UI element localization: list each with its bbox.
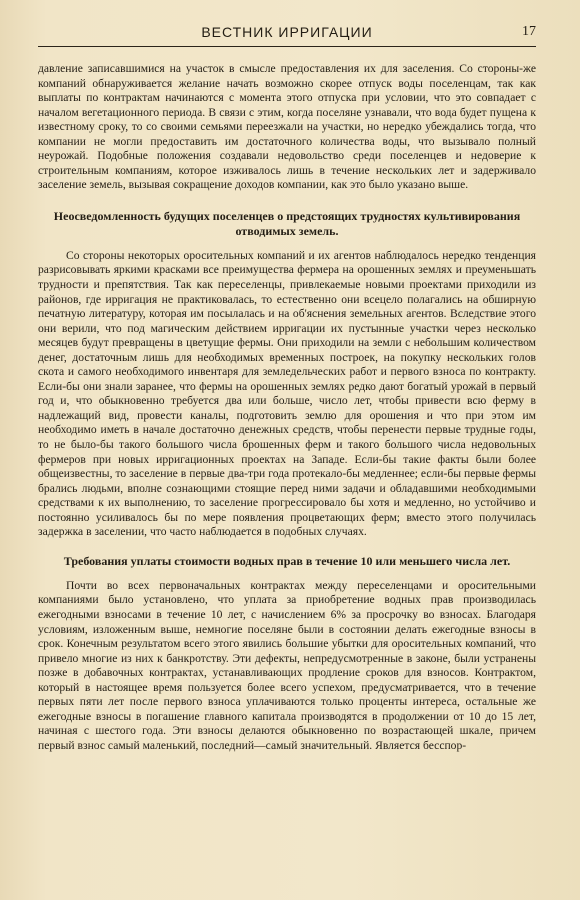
page-header xyxy=(38,22,536,47)
page-number: 17 xyxy=(522,24,536,39)
page-content xyxy=(38,62,536,880)
paragraph-contract-payments: Почти во всех первоначальных контрактах между переселенцами и оросительными компаниями было установлено, что уплата за приобретение водных прав производилась ежегодными взносами в течение 10 лет, с начислением 6% за просрочку во взносах. Благодаря условиям, изложенным выше, немногие поселяне были в состоянии делать ежегодные взносы в срок. Конечным результатом всего этого явились большие убытки для оросительных компаний, что привело многие из них к банкротству. Эти дефекты, непредусмотренные в законе, были устранены позже в добавочных контрактах, устанавливающих продление сроков для взносов. Контрактом, который в настоящее время пользуется более всего успехом, предусматривается, что в течение первых пяти лет после первого взноса уплачиваются только проценты интереса, остальные же ежегодные взносы в погашение главного капитала производятся в продолжении от 10 до 15 лет, начиная с шестого года. Эти взносы делаются обыкновенно по возрастающей шкале, причем первый взнос самый маленький, последний—самый значительный. Является бесспор- xyxy=(38,578,536,752)
paragraph-continuation: давление записавшимися на участок в смысле предоставления их для заселения. Со стороны-же компаний обнаруживается желание начать возможно скорее отпуск воды поселенцам, так как выплаты по контрактам начинаются с момента этого отпуска при условии, что это совпадает с началом вегетационного периода. В связи с этим, когда поселяне узнавали, что вода будет пущена к известному сроку, то со своими семьями переезжали на участки, но нередко убеждались тогда, что компании не могли предоставить им достаточного количества воды, что вызывало полный неурожай. Подобные положения создавали недовольство среди поселенцев и недоверие к строительным компаниям, которое изживалось лишь в течение нескольких лет и задерживало заселение земель, вызывая сокращение доходов компании, как это было указано выше. xyxy=(38,62,536,192)
section-heading-water-rights-payment: Требования уплаты стоимости водных прав в течение 10 или меньшего числа лет. xyxy=(63,553,511,568)
running-title: ВЕСТНИК ИРРИГАЦИИ xyxy=(201,24,373,40)
section-heading-uninformed-settlers: Неосведомленность будущих поселенцев о предстоящих трудностях культивирования отводимых земель. xyxy=(53,208,521,238)
paragraph-settlers-expectations: Со стороны некоторых оросительных компаний и их агентов наблюдалось нередко тенденция разрисовывать яркими красками все преимущества фермера на орошенных землях и преуменьшать трудности и препятствия. Так как переселенцы, привлекаемые новыми проектами приходили из районов, где ирригация не практиковалась, то естественно они всецело полагались на обширную печатную литературу, которая им посылалась и на об'яснения земельных агентов. Вследствие этого они верили, что под магическим действием ирригации их пустынные участки через несколько месяцев будут превращены в цветущие фермы. Они приходили на земли с небольшим количеством денег, достаточным лишь для необходимых временных построек, на покупку нескольких голов скота и самого необходимого инвентаря для земледельческих работ и первого взноса по контракту. Если-бы они знали заранее, что фермы на орошенных землях редко дают богатый урожай в первый год и, что обыкновенно требуется два или больше, число лет, чтобы привести всю ферму в надлежащий вид, провести каналы, подготовить землю для орошения и что при этом им необходимо иметь в начале достаточно денежных средств, чтобы перенести первые трудные годы, то не было-бы такого большого числа брошенных ферм и такого большого числа недовольных фермеров при новых ирригационных проектах на Западе. Если-бы такие факты были более общеизвестны, то заселение в первые два-три года протекало-бы медленнее; если-бы первые фермы брались людьми, вполне сознающими стоящие перед ними задачи и обладавшими необходимыми средствами к их выполнению, то заселение прогрессировало бы хотя и медленно, но устойчиво и постоянно усиливалось бы по мере появления процветающих ферм; вместо этого получилась задержка в заселении, что часто наблюдается в подобных случаях. xyxy=(38,248,536,539)
